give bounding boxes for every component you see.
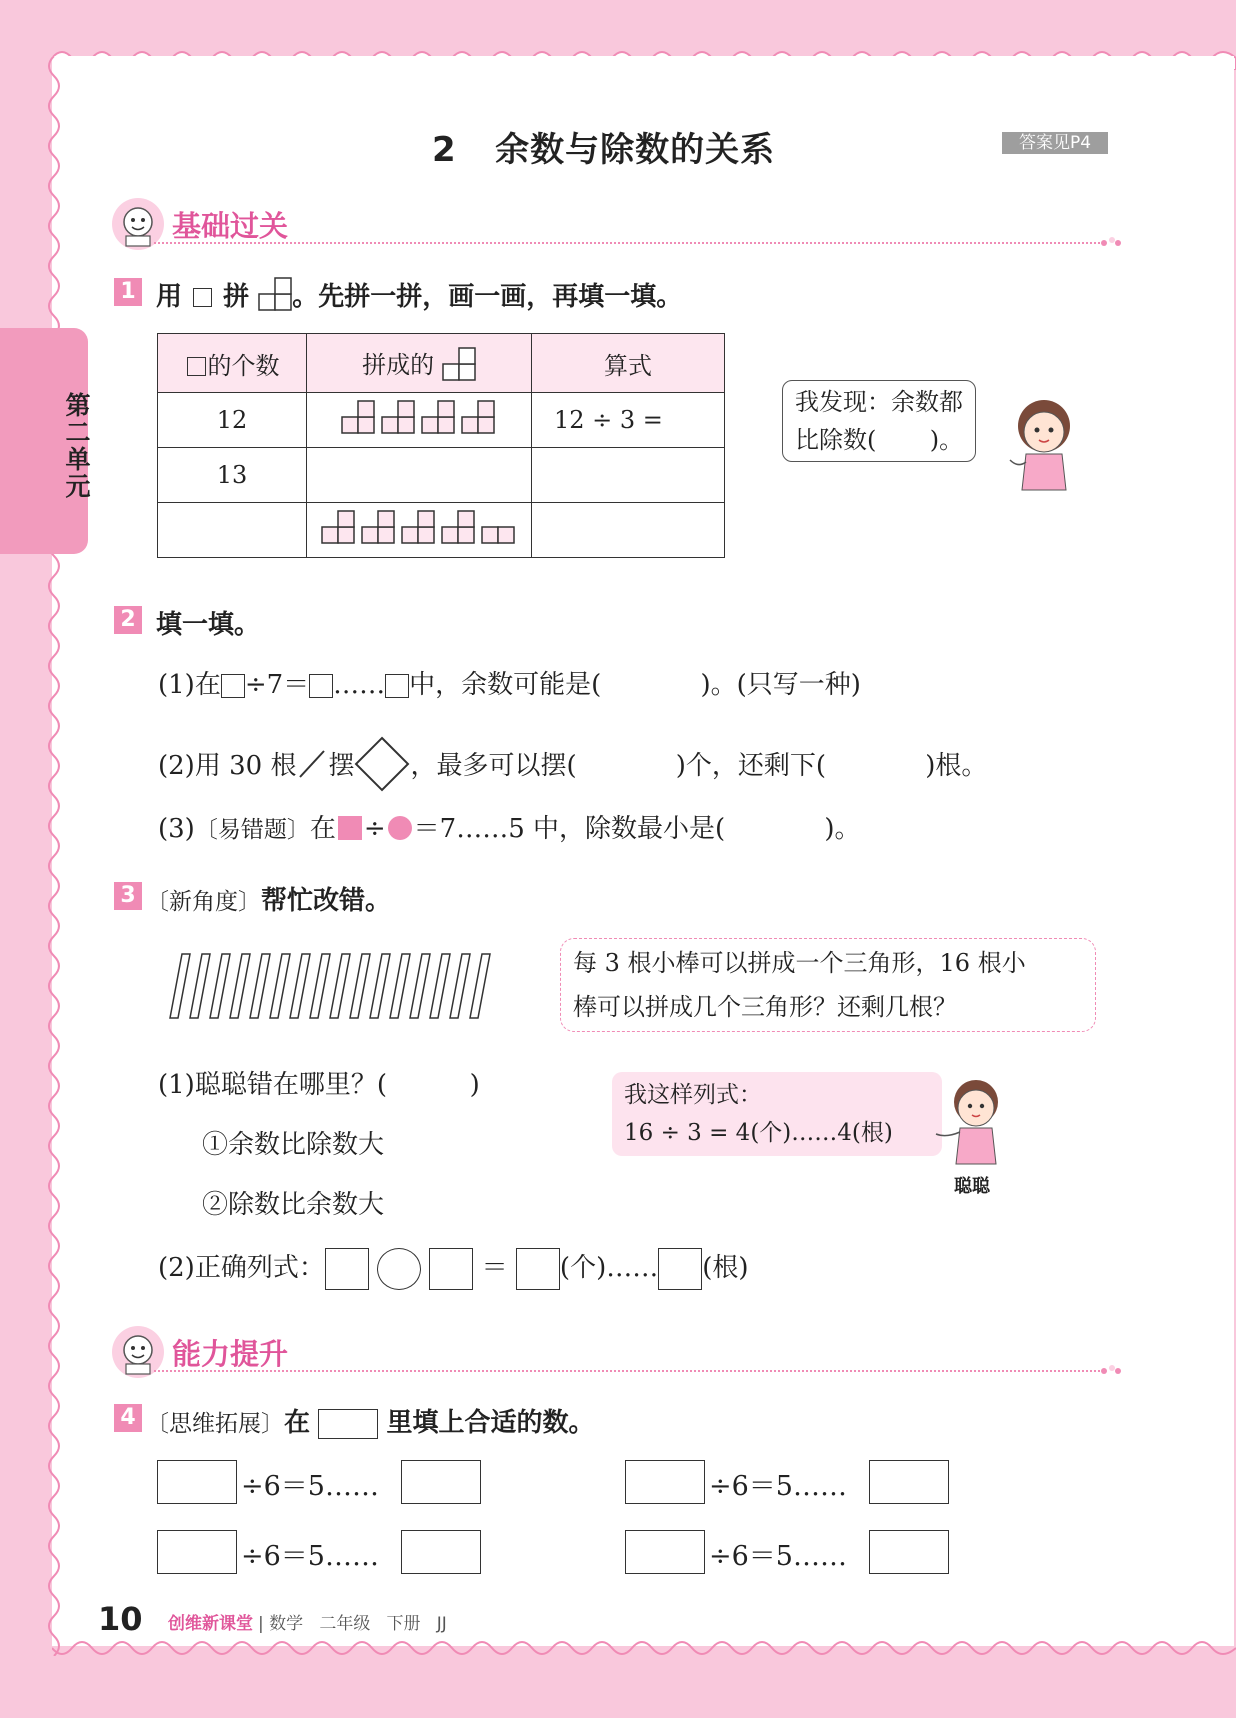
formula-cell[interactable]: 12 ÷ 3 = — [532, 393, 725, 448]
section-title-basic: 基础过关 — [172, 209, 289, 243]
answer-box[interactable] — [625, 1460, 705, 1504]
stick-slash-icon — [296, 749, 328, 779]
answer-box[interactable] — [401, 1530, 481, 1574]
equation-row — [157, 1460, 487, 1504]
blank-box[interactable] — [221, 674, 245, 698]
formula-cell[interactable] — [532, 448, 725, 503]
example-box — [318, 1409, 378, 1439]
question-4-title: 〔思维拓展〕在 里填上合适的数。 — [146, 1408, 595, 1438]
dots-icon — [1100, 234, 1122, 248]
question-2-part-2: (2)用 30 根 摆 ，最多可以摆( )个，还剩下( )根。 — [158, 736, 987, 792]
page-title: 2 余数与除数的关系 — [432, 130, 776, 170]
equation-text: ÷6＝5…… — [241, 1471, 379, 1502]
operator-circle[interactable] — [377, 1248, 421, 1290]
answer-box[interactable] — [658, 1248, 702, 1290]
answer-box[interactable] — [625, 1530, 705, 1574]
l-shape-icon — [258, 277, 292, 311]
answer-box[interactable] — [401, 1460, 481, 1504]
section-header-basic — [110, 196, 1110, 256]
blank-box[interactable] — [385, 674, 409, 698]
pieces-table — [157, 333, 725, 558]
shapes-cell[interactable] — [307, 448, 532, 503]
option-2[interactable]: ②除数比余数大 — [202, 1190, 385, 1220]
answer-box[interactable] — [429, 1248, 473, 1290]
l-shapes-drawing — [341, 400, 497, 434]
unit-label: 第二单元 — [62, 392, 91, 500]
question-1-text: 用 拼 。先拼一拼，画一画，再填一填。 — [156, 276, 682, 313]
question-3-title: 〔新角度〕帮忙改错。 — [146, 886, 392, 916]
pink-square-icon — [338, 816, 362, 840]
dotted-divider — [154, 1370, 1104, 1372]
question-number: 4 — [114, 1404, 142, 1432]
speech-bubble: 我这样列式： 16 ÷ 3 = 4(个)……4(根) — [612, 1072, 942, 1156]
question-number: 1 — [114, 278, 142, 306]
equation-row — [625, 1530, 955, 1574]
equation-text: ÷6＝5…… — [709, 1471, 847, 1502]
book-info: | 数学 二年级 下册 JJ — [258, 1614, 447, 1634]
boy-character-icon — [932, 1072, 1014, 1166]
question-number: 2 — [114, 606, 142, 634]
wavy-border-left — [40, 56, 64, 1656]
table-row — [158, 448, 725, 503]
pink-circle-icon — [388, 816, 412, 840]
section-title-advanced: 能力提升 — [172, 1337, 289, 1371]
answer-reference: 答案见P4 — [1002, 132, 1108, 154]
question-3-part-2: (2)正确列式： ＝ (个)…… (根) — [158, 1246, 749, 1290]
equation-row — [625, 1460, 955, 1504]
shapes-cell — [307, 393, 532, 448]
question-2-part-3: (3)〔易错题〕在 ÷ ＝7……5 中，除数最小是( )。 — [158, 814, 861, 844]
answer-box[interactable] — [157, 1530, 237, 1574]
l-shape-icon — [442, 347, 476, 381]
question-2-title: 填一填。 — [156, 610, 261, 640]
unit-square-icon — [193, 288, 212, 307]
table-row — [158, 503, 725, 558]
shapes-cell — [307, 503, 532, 558]
question-number: 3 — [114, 882, 142, 910]
dots-icon — [1100, 1362, 1122, 1376]
equation-text: ÷6＝5…… — [241, 1541, 379, 1572]
blank-box[interactable] — [309, 674, 333, 698]
section-header-advanced — [110, 1324, 1110, 1384]
table-header-shape: 拼成的 — [307, 334, 532, 393]
count-cell[interactable] — [158, 503, 307, 558]
answer-box[interactable] — [869, 1530, 949, 1574]
sticks-illustration — [168, 950, 512, 1022]
table-header-formula: 算式 — [532, 334, 725, 393]
answer-box[interactable] — [157, 1460, 237, 1504]
answer-box[interactable] — [869, 1460, 949, 1504]
question-2-part-1: (1)在 ÷7＝ …… 中，余数可能是( )。(只写一种) — [158, 670, 861, 700]
problem-box: 每 3 根小棒可以拼成一个三角形，16 根小 棒可以拼成几个三角形？还剩几根？ — [560, 938, 1096, 1032]
wavy-border-bottom — [52, 1636, 1236, 1666]
equation-text: ÷6＝5…… — [709, 1541, 847, 1572]
table-header-count: 的个数 — [158, 334, 307, 393]
dotted-divider — [154, 242, 1104, 244]
answer-box[interactable] — [325, 1248, 369, 1290]
girl-character-icon — [1000, 390, 1082, 502]
diamond-icon — [354, 736, 410, 792]
page-number: 10 — [98, 1600, 143, 1638]
answer-box[interactable] — [516, 1248, 560, 1290]
formula-cell[interactable] — [532, 503, 725, 558]
equation-row — [157, 1530, 487, 1574]
discovery-bubble: 我发现：余数都 比除数( )。 — [782, 380, 976, 462]
l-shapes-drawing — [321, 510, 517, 544]
count-cell: 13 — [158, 448, 307, 503]
question-3-part-1: (1)聪聪错在哪里？( ) — [158, 1070, 480, 1100]
unit-square-icon — [187, 357, 206, 376]
character-name: 聪聪 — [954, 1176, 990, 1197]
count-cell: 12 — [158, 393, 307, 448]
brand-name: 创维新课堂 — [168, 1614, 253, 1634]
table-row — [158, 393, 725, 448]
option-1[interactable]: ①余数比除数大 — [202, 1130, 385, 1160]
